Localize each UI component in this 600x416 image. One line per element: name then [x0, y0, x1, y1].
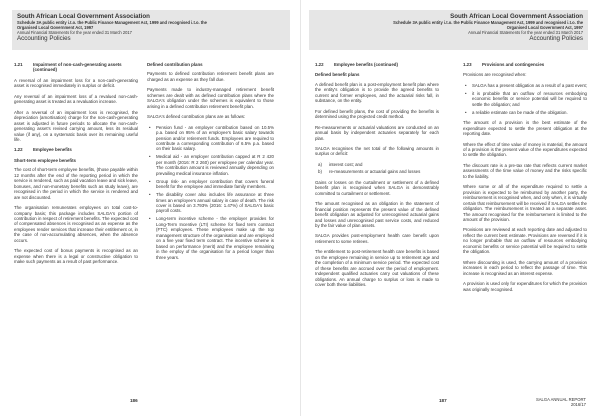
subheading: Short-term employee benefits — [14, 157, 76, 163]
paragraph: Payments to defined contribution retirement benefit plans are charged as an expense as they fall due. — [147, 71, 274, 82]
paragraph: Any reversal of an impairment loss of a revalued non-cash-generating asset is treated as a revaluation increase. — [14, 93, 138, 105]
bullet-item: • SALGA has a present obligation as a result of a past event; — [463, 83, 587, 88]
bullet-item: • Pension fund - an employer contribution based on 10.5% p.a. based on 95% of an employee's basic salary towards pension and/or retirement funds. Employees are required to contribute a corresponding contribution of 6.5% p.a. based on their basic salary. — [147, 125, 274, 152]
header-schedule: Schedule 3A public entity i.t.o. the Public Finance Management Act, 1999 and recognised i.t.o. the — [393, 20, 583, 26]
section-heading — [14, 62, 138, 73]
paragraph: The organisation remunerates employees on total cost-to-company basis; this package includes SALGA's portion of contribution in respect of retirement benefits. The expected cost of compensated absences is recognised as an expense as the employees render services that increase their entitlement or, in the case of non-accumulating absences, when the absence occurs. — [14, 205, 138, 243]
header-org-name: South African Local Government Association — [450, 13, 583, 20]
list-item — [315, 162, 439, 167]
header-org-name: South African Local Government Association — [17, 13, 150, 20]
list-text: re-measurements or actuarial gains and losses — [329, 169, 421, 175]
header-statements: Annual Financial Statements for the year ended 31 March 2017 — [17, 30, 132, 36]
paragraph: After a reversal of an impairment loss is recognised, the depreciation (amortisation) charge for the non-cash-generating asset is adjusted in future periods to allocate the non-cash-generating asset's revised carrying amount, less its residual value (if any), on a systematic basis over its remaining useful life. — [14, 109, 138, 142]
paragraph: A reversal of an impairment loss for a non-cash-generating asset is recognised immediately in surplus or deficit. — [14, 77, 138, 89]
header-statements: Annual Financial Statements for the year ended 31 March 2017 — [468, 30, 583, 36]
paragraph: The expected cost of bonus payments is recognised as an expense when there is a legal or constructive obligation to make such payments as a result of past performance. — [14, 248, 138, 265]
paragraph: Re-measurements or actuarial valuations are conducted on an annual basis by independent actuaries separately for each plan. — [315, 124, 439, 141]
section-title: Employee benefits (continued) — [334, 62, 398, 67]
header-schedule: Schedule 3A public entity i.t.o. the Public Finance Management Act, 1999 and recognised i.t.o. the — [17, 20, 207, 26]
report-footer — [536, 397, 586, 407]
paragraph: A defined benefit plan is a post-employment benefit plan where the entity's obligation is to provide the agreed benefits to current and former employees, and the actuarial risks fall, in substance, on the entity. — [315, 81, 439, 104]
paragraph: Where some or all of the expenditure required to settle a provision is expected to be reimbursed by another party, the reimbursement is recognised when, and only when, it is virtually certain that reimbursement will be received if SALGA settles the obligation. The reimbursement is treated as a separate asset. The amount recognised for the reimbursement is limited to the amount of the provision. — [463, 184, 587, 222]
footer-report-year: 2016/17 — [570, 402, 586, 407]
bullet-item: • The disability cover also includes life assurance at three times an employee's annual salary in case of death. The risk cover is based on 3.793% (2016: 1.47%) of SALGA's basic payroll costs. — [147, 192, 274, 214]
paragraph: Provisions are recognised when: — [463, 72, 527, 78]
paragraph: SALGA provides post-employment health care benefit upon retirement to some retirees. — [315, 233, 439, 244]
page-number: 186 — [130, 398, 138, 403]
list-letter: a) — [318, 161, 322, 167]
right-page — [300, 0, 600, 416]
header-act: Organised Local Government Act, 1997 — [17, 25, 94, 31]
bullet-item: • Medical aid - an employer contribution capped at R 2 420 per month (2016: R 2 260) per employee per calendar year. The contribution amount is reviewed annually depending on prevailing medical insurance inflation. — [147, 154, 274, 176]
footer-report-title: SALGA ANNUAL REPORT — [535, 397, 586, 402]
bullet-item: • a reliable estimate can be made of the obligation. — [463, 110, 587, 115]
list-text: interest cost; and — [329, 161, 363, 167]
paragraph: Where discounting is used, the carrying amount of a provision increases in each period to reflect the passage of time. This increase is recognised as an interest expense. — [463, 259, 587, 276]
lettered-list — [315, 162, 439, 175]
left-column-2 — [147, 62, 274, 265]
list-item — [315, 169, 439, 174]
bullet-item: • Group risk- an employer contribution that covers funeral benefit for the employee and immediate family members. — [147, 179, 274, 190]
subheading: Defined contribution plans — [147, 62, 203, 67]
paragraph: SALGA recognises the net total of the following amounts in surplus or deficit: — [315, 145, 439, 157]
bullet-list — [147, 125, 274, 260]
paragraph: Provisions are reviewed at each reporting date and adjusted to reflect the current best estimate. Provisions are reversed if it is no longer probable that an outflow of resources embodying economic benefits or service potential will be required to settle the obligation. — [463, 227, 587, 255]
page-header-right — [309, 10, 588, 50]
header-act: Organised Local Government Act, 1997 — [506, 25, 583, 31]
section-number: 1.22 — [315, 62, 324, 67]
paragraph: Where the effect of time value of money is material, the amount of a provision is the present value of the expenditures expected to settle the obligation. — [463, 141, 587, 158]
paragraph: The discount rate is a pre-tax rate that reflects current market assessments of the time value of money and the risks specific to the liability. — [463, 162, 587, 179]
right-column-2 — [463, 62, 587, 297]
subheading: Defined benefit plans — [315, 72, 360, 78]
section-heading — [315, 62, 439, 67]
page-number: 187 — [439, 398, 447, 403]
right-column-1 — [315, 62, 439, 293]
section-title: Employee benefits — [33, 147, 72, 153]
header-title: Accounting Policies — [529, 35, 583, 43]
page-header-left — [12, 10, 290, 50]
section-heading — [463, 62, 587, 67]
header-title: Accounting Policies — [17, 35, 71, 43]
list-letter: b) — [318, 169, 322, 175]
paragraph: A provision is used only for expenditures for which the provision was originally recognised. — [463, 281, 587, 292]
paragraph: The amount recognised as an obligation in the statement of financial position represents the present value of the defined benefit obligation as adjusted for unrecognised actuarial gains and losses and unrecognised past service costs, and reduced by the fair value of plan assets. — [315, 201, 439, 228]
left-column-1 — [14, 62, 138, 270]
section-title: Provisions and contingencies — [482, 62, 545, 67]
bullet-item: • Long-term incentive scheme - the employer provides for Long-Term Incentive (LTI) scheme for fixed term contract (FTC) employees. These employees make up the top management structure of the organisation and are employed on a five year fixed term contract. The incentive scheme is based on performance (merit) and the employee remaining in the employ of the organisation for a period longer than three years. — [147, 216, 274, 260]
section-number: 1.23 — [463, 62, 472, 67]
section-number: 1.21 — [14, 62, 23, 67]
paragraph: The cost of short-term employee benefits, (those payable within 12 months after the end of the reporting period in which the service is rendered, such as paid vacation leave and sick leave, bonuses, and non-monetary benefits such as study leave), are recognised in the period in which the service is rendered and are not discounted. — [14, 167, 138, 200]
bullet-list — [463, 83, 587, 115]
section-heading — [14, 147, 138, 152]
paragraph: Gains or losses on the curtailment or settlement of a defined benefit plan is recognised when SALGA is demonstrably committed to curtailment or settlement. — [315, 179, 439, 196]
paragraph: SALGA's defined contribution plans are as follows: — [147, 114, 246, 120]
paragraph: Payments made to industry-managed retirement benefit schemes are dealt with as defined contribution plans where the SALGA's obligation under the schemes is equivalent to those arising in a defined contribution retirement benefit plan. — [147, 87, 274, 109]
paragraph: For defined benefit plans, the cost of providing the benefits is determined using the projected credit method. — [315, 108, 439, 120]
bullet-item: • it is probable that an outflow of resources embodying economic benefits or service potential will be required to settle the obligation; and — [463, 91, 587, 107]
section-number: 1.22 — [14, 147, 23, 153]
paragraph: The amount of a provision is the best estimate of the expenditure expected to settle the present obligation at the reporting date. — [463, 120, 587, 137]
section-title: Impairment of non-cash-generating assets (continued) — [33, 62, 122, 73]
paragraph: The entitlement to post-retirement health care benefits is based on the employee remaining in service up to retirement age and the completion of a minimum service period. The expected cost of these benefits are accrued over the period of employment. Independent qualified actuaries carry out valuations of these obligations. An annual charge to surplus or loss is made to cover both these liabilities. — [315, 249, 439, 288]
